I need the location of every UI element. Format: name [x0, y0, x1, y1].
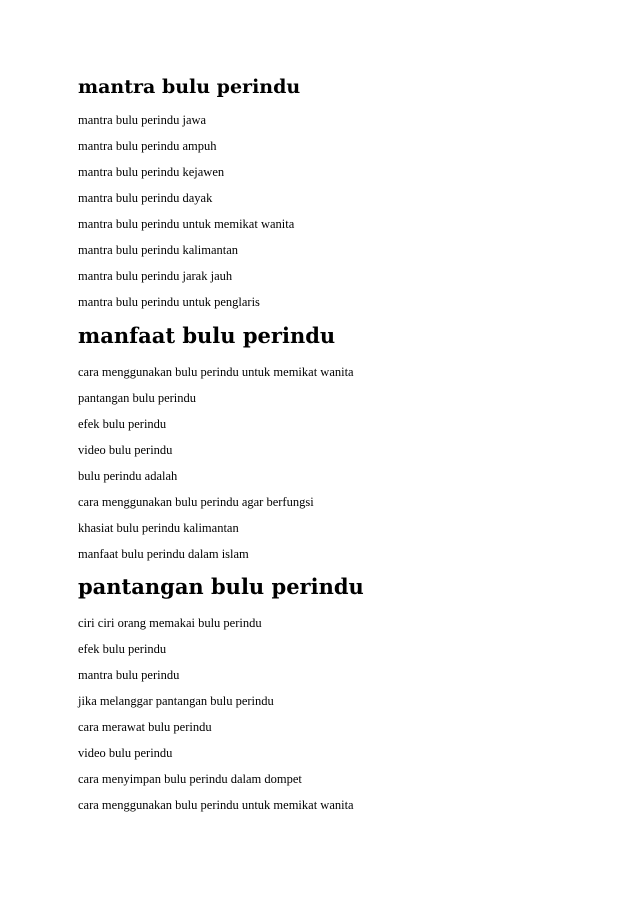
list-item: cara menggunakan bulu perindu untuk memikat wanita [78, 365, 354, 379]
list-item: pantangan bulu perindu [78, 391, 197, 405]
keyword-list [78, 617, 618, 812]
section-heading: mantra bulu perindu [78, 76, 301, 98]
list-item: ciri ciri orang memakai bulu perindu [78, 616, 262, 630]
section-heading: manfaat bulu perindu [78, 323, 336, 348]
keyword-list [78, 366, 618, 561]
section-manfaat [78, 325, 618, 561]
list-item: manfaat bulu perindu dalam islam [78, 547, 249, 561]
list-item: cara menyimpan bulu perindu dalam dompet [78, 772, 302, 786]
list-item: mantra bulu perindu jawa [78, 113, 207, 127]
list-item: cara merawat bulu perindu [78, 720, 212, 734]
section-pantangan [78, 576, 618, 812]
list-item: efek bulu perindu [78, 642, 167, 656]
list-item: mantra bulu perindu untuk memikat wanita [78, 217, 295, 231]
list-item: mantra bulu perindu untuk penglaris [78, 295, 260, 309]
section-heading: pantangan bulu perindu [78, 574, 364, 599]
keyword-list [78, 114, 618, 309]
list-item: mantra bulu perindu kejawen [78, 165, 225, 179]
list-item: bulu perindu adalah [78, 469, 178, 483]
list-item: jika melanggar pantangan bulu perindu [78, 694, 274, 708]
list-item: cara menggunakan bulu perindu agar berfungsi [78, 495, 314, 509]
list-item: video bulu perindu [78, 443, 173, 457]
list-item: efek bulu perindu [78, 417, 167, 431]
list-item: mantra bulu perindu ampuh [78, 139, 217, 153]
list-item: mantra bulu perindu [78, 668, 180, 682]
list-item: mantra bulu perindu kalimantan [78, 243, 239, 257]
section-mantra [78, 78, 618, 309]
list-item: mantra bulu perindu jarak jauh [78, 269, 233, 283]
list-item: cara menggunakan bulu perindu untuk memikat wanita [78, 798, 354, 812]
list-item: video bulu perindu [78, 746, 173, 760]
list-item: mantra bulu perindu dayak [78, 191, 213, 205]
list-item: khasiat bulu perindu kalimantan [78, 521, 239, 535]
